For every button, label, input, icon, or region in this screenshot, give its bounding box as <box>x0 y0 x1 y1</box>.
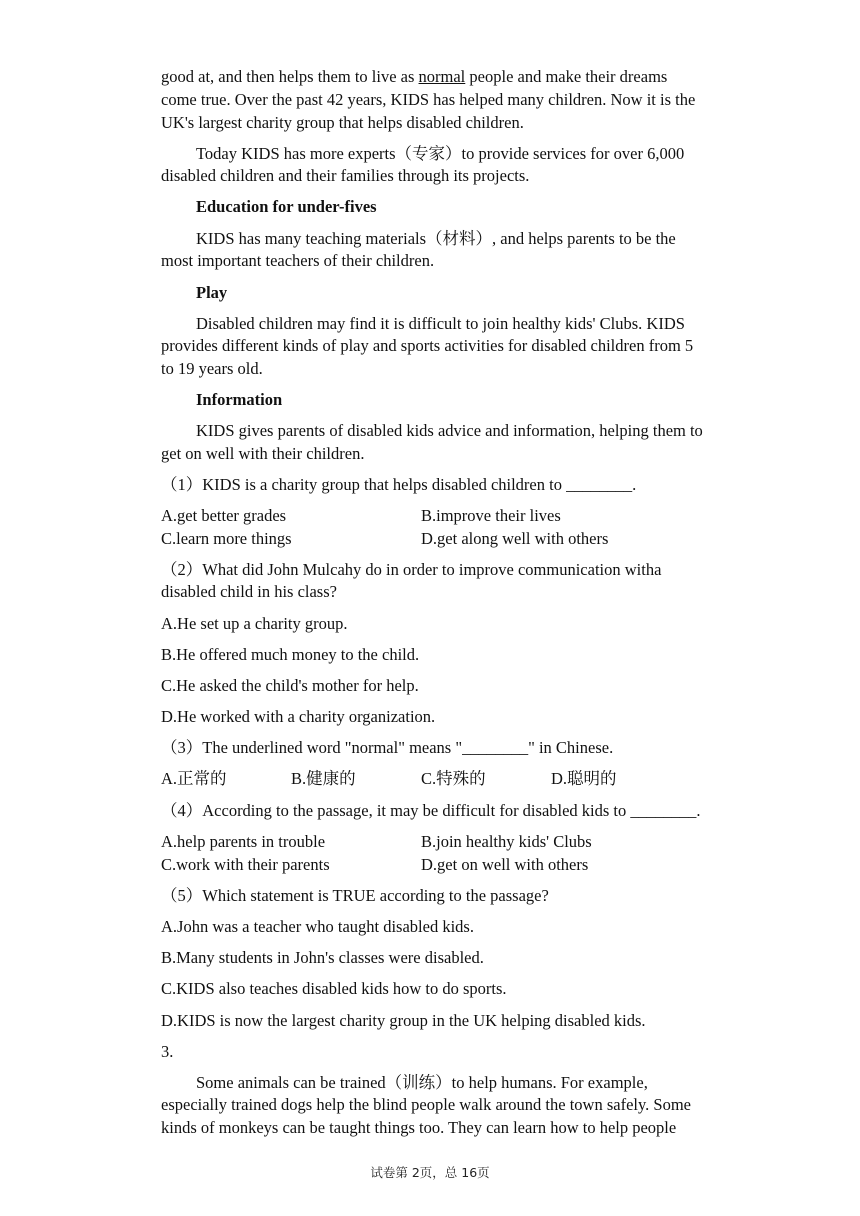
question-5-option-c: C.KIDS also teaches disabled kids how to do sports. <box>161 979 507 998</box>
text-run: people and make their dreams <box>465 67 668 86</box>
intro-line-3: UK's largest charity group that helps disabled children. <box>161 113 524 132</box>
paragraph-line: to 19 years old. <box>161 359 263 378</box>
paragraph-line: Today KIDS has more experts（专家）to provide services for over 6,000 <box>196 144 685 163</box>
section-heading-play: Play <box>196 283 228 302</box>
question-3-option-b: B.健康的 <box>291 769 356 788</box>
question-2: （2）What did John Mulcahy do in order to improve communication witha <box>161 560 662 579</box>
question-4-option-d: D.get on well with others <box>421 855 589 874</box>
paragraph-line: Disabled children may find it is difficult to join healthy kids' Clubs. KIDS <box>196 314 685 333</box>
question-4-option-b: B.join healthy kids' Clubs <box>421 832 592 851</box>
page-footer: 试卷第 2页，总 16页 <box>370 1165 490 1180</box>
question-5-option-d: D.KIDS is now the largest charity group in the UK helping disabled kids. <box>161 1011 646 1030</box>
question-2-option-d: D.He worked with a charity organization. <box>161 707 436 726</box>
question-2-option-c: C.He asked the child's mother for help. <box>161 676 419 695</box>
question-4: （4）According to the passage, it may be difficult for disabled kids to ________. <box>161 801 701 820</box>
question-1-option-a: A.get better grades <box>161 506 287 525</box>
paragraph-line: get on well with their children. <box>161 444 365 463</box>
question-3-option-a: A.正常的 <box>161 769 227 788</box>
paragraph-line: kinds of monkeys can be taught things too. They can learn how to help people <box>161 1118 677 1137</box>
question-1-option-d: D.get along well with others <box>421 529 609 548</box>
question-5-option-a: A.John was a teacher who taught disabled kids. <box>161 917 474 936</box>
question-4-option-c: C.work with their parents <box>161 855 330 874</box>
question-3-option-d: D.聪明的 <box>551 769 617 788</box>
paragraph-line: KIDS gives parents of disabled kids advice and information, helping them to <box>196 421 703 440</box>
section-heading-information: Information <box>196 390 283 409</box>
paragraph-line: disabled children and their families through its projects. <box>161 166 530 185</box>
question-2-option-b: B.He offered much money to the child. <box>161 645 420 664</box>
question-5-option-b: B.Many students in John's classes were disabled. <box>161 948 484 967</box>
intro-line-2: come true. Over the past 42 years, KIDS has helped many children. Now it is the <box>161 90 696 109</box>
underlined-word: normal <box>418 67 466 86</box>
question-5: （5）Which statement is TRUE according to the passage? <box>161 886 549 905</box>
section-heading-education: Education for under-fives <box>196 197 377 216</box>
question-3-option-c: C.特殊的 <box>421 769 486 788</box>
question-3: （3）The underlined word "normal" means "________" in Chinese. <box>161 738 614 757</box>
passage-number: 3. <box>161 1042 174 1061</box>
question-2-option-a: A.He set up a charity group. <box>161 614 348 633</box>
question-4-option-a: A.help parents in trouble <box>161 832 326 851</box>
question-1: （1）KIDS is a charity group that helps disabled children to ________. <box>161 475 637 494</box>
text-run: good at, and then helps them to live as <box>161 67 419 86</box>
question-1-option-c: C.learn more things <box>161 529 292 548</box>
paragraph-line: KIDS has many teaching materials（材料）, and helps parents to be the <box>196 229 676 248</box>
paragraph-line: provides different kinds of play and sports activities for disabled children from 5 <box>161 336 694 355</box>
paragraph-line: most important teachers of their children. <box>161 251 435 270</box>
question-2-continued: disabled child in his class? <box>161 582 337 601</box>
question-1-option-b: B.improve their lives <box>421 506 561 525</box>
intro-line-1 <box>161 66 667 89</box>
paragraph-line: especially trained dogs help the blind people walk around the town safely. Some <box>161 1095 691 1114</box>
paragraph-line: Some animals can be trained（训练）to help humans. For example, <box>196 1073 648 1092</box>
